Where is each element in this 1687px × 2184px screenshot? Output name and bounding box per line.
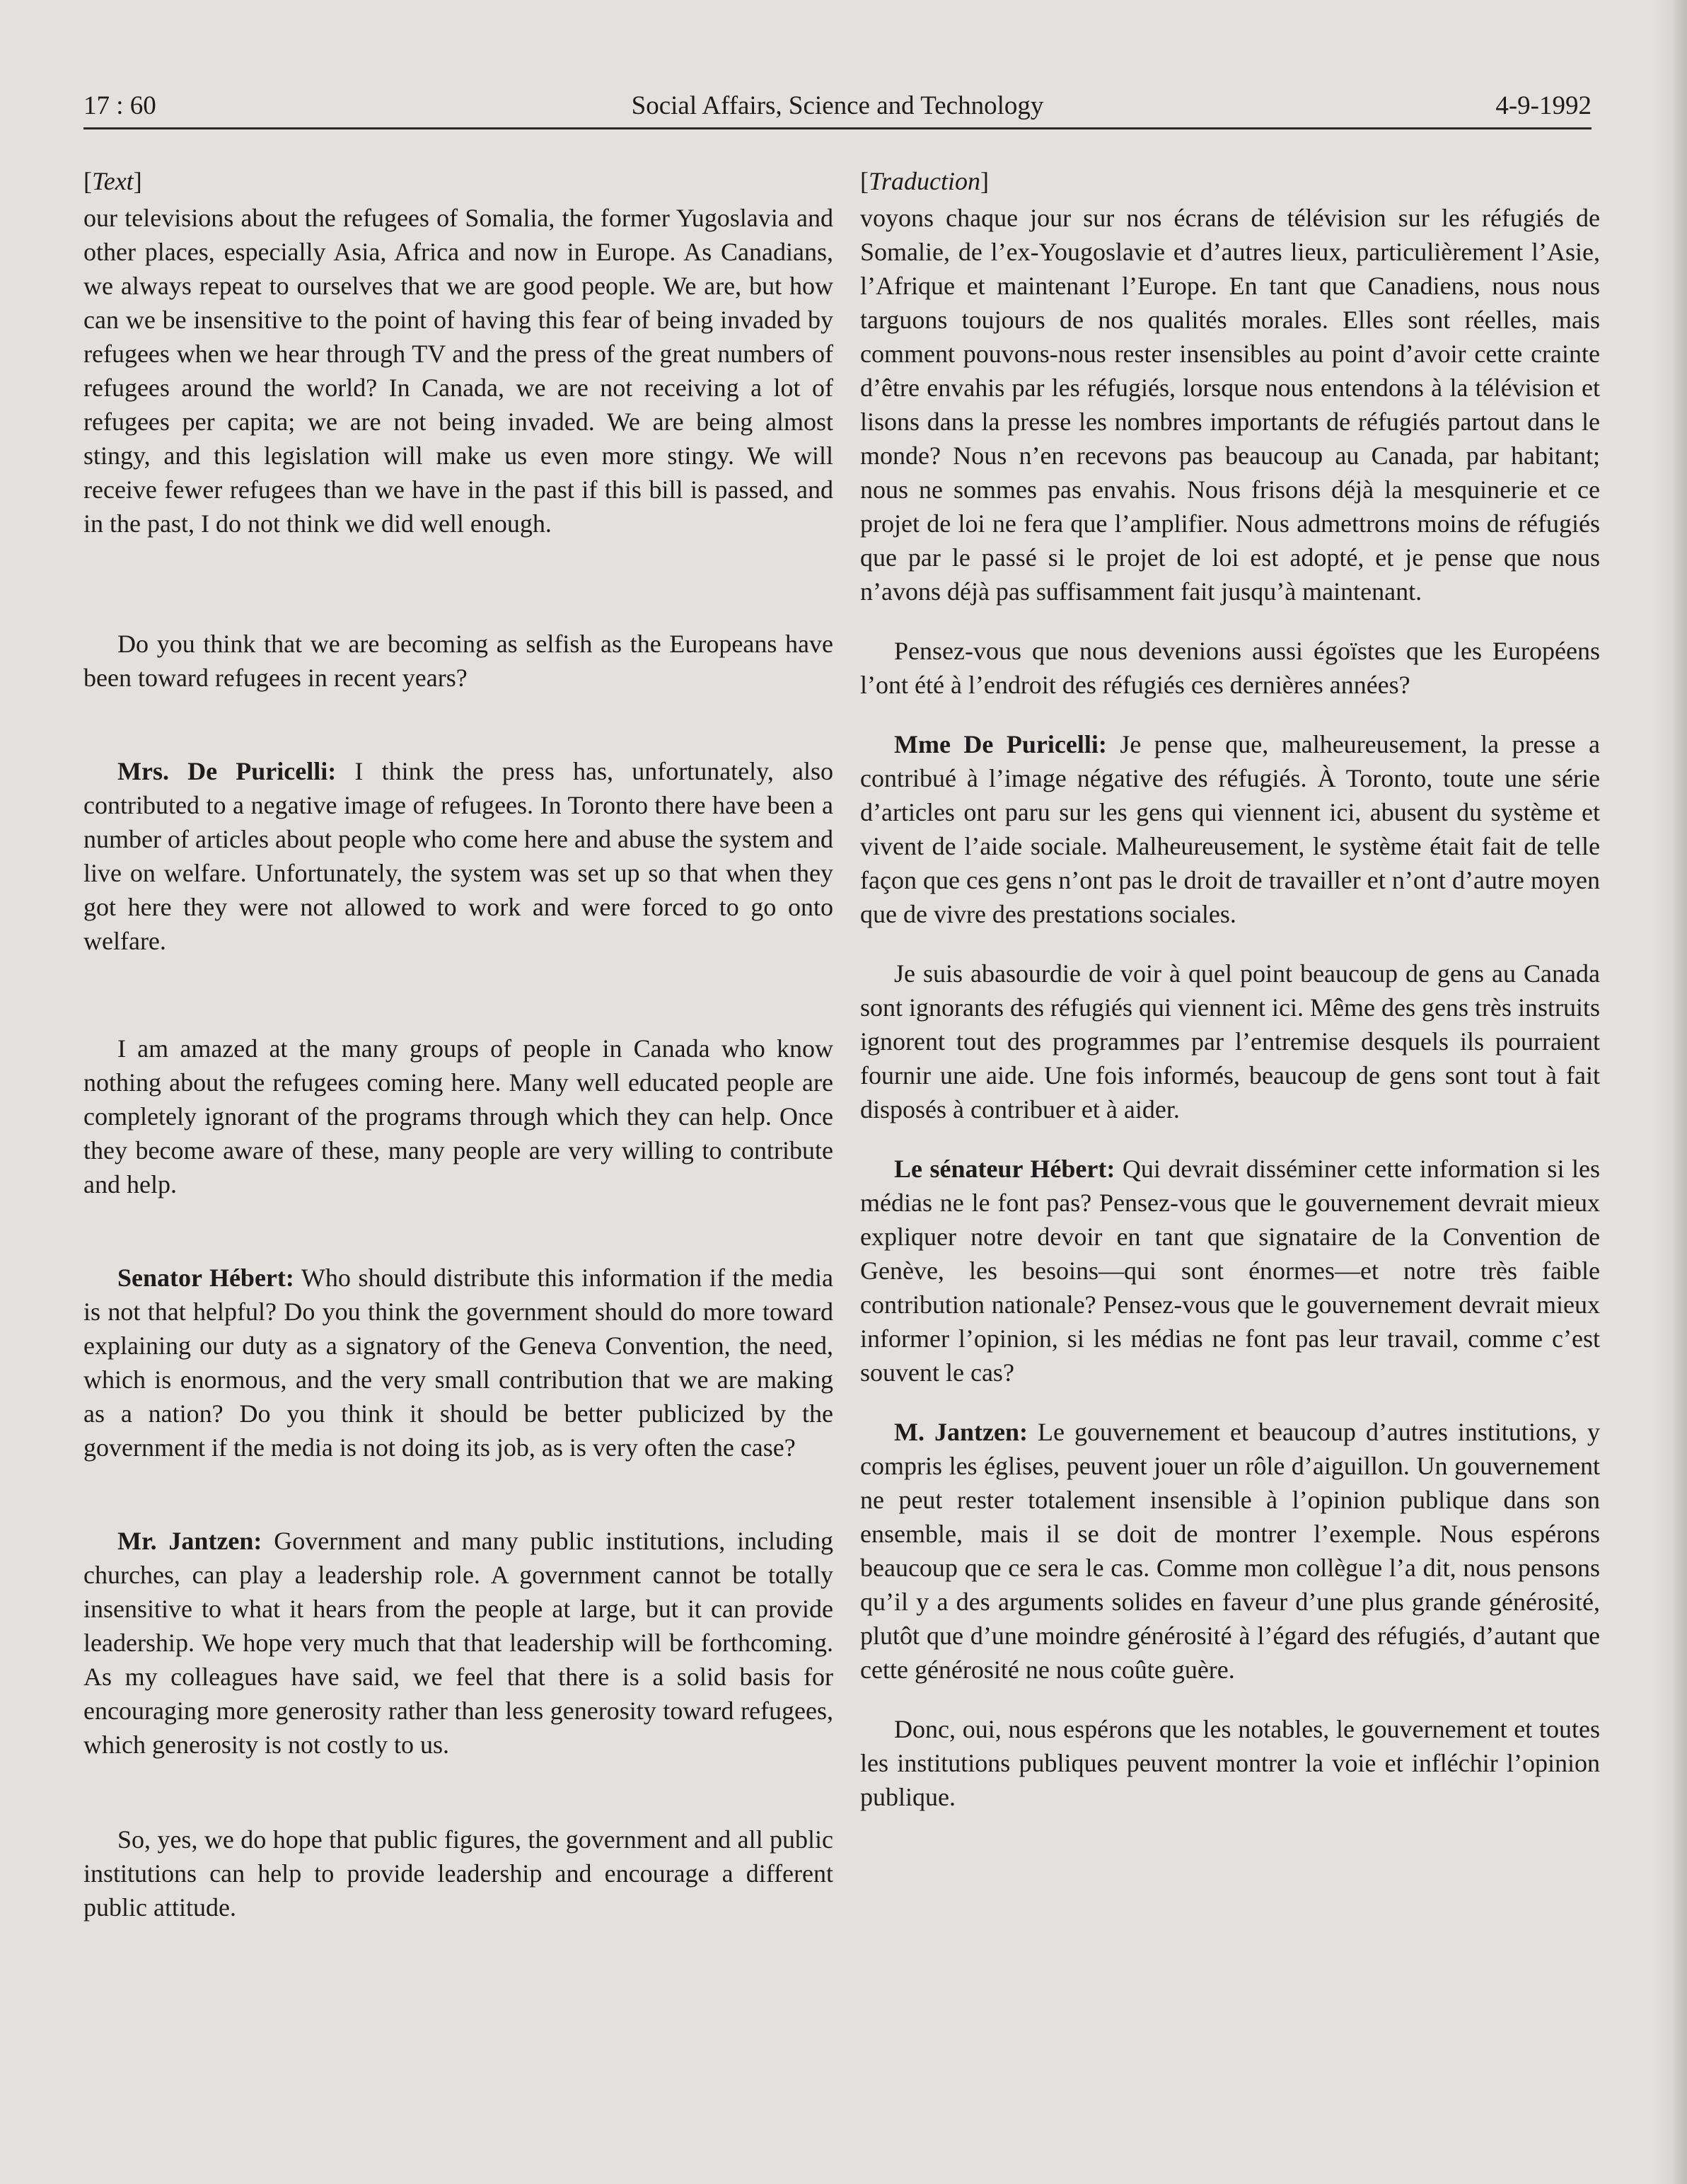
speaker-paragraph (860, 727, 1600, 931)
speaker-paragraph (83, 1261, 833, 1464)
speech-text: Je pense que, malheureusement, la presse a contribué à l’image négative des réfugiés. À Toronto, toute une série d’articles ont paru sur les gens qui viennent ici, abusent du système et vivent de l’aide sociale. Malheureusement, le système était fait de telle façon que ces gens n’ont pas le droit de travailler et n’ont d’autre moyen que de vivre des prestations sociales. (860, 730, 1600, 928)
speaker-paragraph (860, 1152, 1600, 1389)
page-number: 17 : 60 (83, 91, 156, 120)
running-header (83, 91, 1592, 129)
paragraph: our televisions about the refugees of Somalia, the former Yugoslavia and other places, especially Asia, Africa and now in Europe. As Canadians, we always repeat to ourselves that we are good people. We are, but how can we be insensitive to the point of having this fear of being invaded by refugees when we hear through TV and the press of the great numbers of refugees around the world? In Canada, we are not receiving a lot of refugees per capita; we are not being invaded. We are being almost stingy, and this legislation will make us even more stingy. We will receive fewer refugees than we have in the past if this bill is passed, and in the past, I do not think we did well enough. (83, 204, 833, 538)
question-paragraph: Do you think that we are becoming as selfish as the Europeans have been toward refugees in recent years? (83, 630, 833, 692)
french-column (860, 164, 1600, 1814)
speaker-paragraph (83, 754, 833, 958)
speech-text: Government and many public institutions, including churches, can play a leadership role. A government cannot be totally insensitive to what it hears from the people at large, but it can provide leadership. We hope very much that that leadership will be forthcoming. As my colleagues have said, we feel that there is a solid basis for encouraging more generosity rather than less generosity toward refugees, which generosity is not costly to us. (83, 1527, 834, 1759)
column-label: [Text] (83, 167, 142, 195)
paragraph: Donc, oui, nous espérons que les notables, le gouvernement et toutes les institutions publiques peuvent montrer la voie et infléchir l’opinion publique. (860, 1715, 1600, 1811)
question-paragraph: Pensez-vous que nous devenions aussi égoïstes que les Européens l’ont été à l’endroit des réfugiés ces dernières années? (860, 637, 1600, 699)
speaker-name: Mr. Jantzen: (117, 1527, 262, 1555)
speaker-name: Mme De Puricelli: (894, 730, 1107, 758)
speech-text: Qui devrait disséminer cette information si les médias ne le font pas? Pensez-vous que le gouvernement devrait mieux expliquer notre devoir en tant que signataire de la Convention de Genève, les besoins—qui sont énormes—et notre très faible contribution nationale? Pensez-vous que le gouvernement devrait mieux informer l’opinion, si les médias ne font pas leur travail, comme c’est souvent le cas? (860, 1155, 1600, 1387)
paragraph: Je suis abasourdie de voir à quel point beaucoup de gens au Canada sont ignorants des réfugiés qui viennent ici. Même des gens très instruits ignorent tout des programmes par l’entremise desquels ils pourraient fournir une aide. Une fois informés, beaucoup de gens sont tout à fait disposés à contribuer et à aider. (860, 959, 1600, 1123)
paragraph: I am amazed at the many groups of people in Canada who know nothing about the refugees coming here. Many well educated people are completely ignorant of the programs through which they can help. Once they become aware of these, many people are very willing to contribute and help. (83, 1034, 833, 1198)
speech-text: Le gouvernement et beaucoup d’autres institutions, y compris les églises, peuvent jouer un rôle d’aiguillon. Un gouvernement ne peut rester totalement insensible à l’opinion publique dans son ensemble, mais il se doit de montrer l’exemple. Nous espérons beaucoup que ce sera le cas. Comme mon collègue l’a dit, nous pensons qu’il y a des arguments solides en faveur d’une plus grande générosité, plutôt que d’une moindre générosité à l’égard des réfugiés, d’autant que cette générosité ne nous coûte guère. (860, 1418, 1600, 1684)
column-label: [Traduction] (860, 167, 990, 195)
publication-title: Social Affairs, Science and Technology (631, 91, 1044, 120)
paragraph: So, yes, we do hope that public figures, the government and all public institutions can help to provide leadership and encourage a different public attitude. (83, 1825, 833, 1922)
speaker-name: M. Jantzen: (894, 1418, 1028, 1446)
page-edge (1674, 0, 1687, 2184)
paragraph: voyons chaque jour sur nos écrans de télévision sur les réfugiés de Somalie, de l’ex-Yougoslavie et d’autres lieux, particulièrement l’Asie, l’Afrique et maintenant l’Europe. En tant que Canadiens, nous nous targuons toujours de nos qualités morales. Elles sont réelles, mais comment pouvons-nous rester insensibles au point d’avoir cette crainte d’être envahis par les réfugiés, lorsque nous entendons à la télévision et lisons dans la presse les nombres importants de réfugiés partout dans le monde? Nous n’en recevons pas beaucoup au Canada, par habitant; nous ne sommes pas envahis. Nous frisons déjà la mesquinerie et ce projet de loi ne fera que l’amplifier. Nous admettrons moins de réfugiés que par le passé si le projet de loi est adopté, et je pense que nous n’avons déjà pas suffisamment fait jusqu’à maintenant. (860, 204, 1600, 606)
speech-text: Who should distribute this information if the media is not that helpful? Do you think the government should do more toward explaining our duty as a signatory of the Geneva Convention, the need, which is enormous, and the very small contribution that we are making as a nation? Do you think it should be better publicized by the government if the media is not doing its job, as is very often the case? (83, 1264, 833, 1462)
english-column (83, 164, 833, 1924)
speech-text: I think the press has, unfortunately, also contributed to a negative image of refugees. In Toronto there have been a number of articles about people who come here and abuse the system and live on welfare. Unfortunately, the system was set up so that when they got here they were not allowed to work and were forced to go onto welfare. (83, 757, 833, 955)
column-label-text: Text (92, 167, 134, 195)
column-label-text: Traduction (869, 167, 981, 195)
speaker-name: Senator Hébert: (117, 1264, 294, 1292)
speaker-name: Le sénateur Hébert: (894, 1155, 1115, 1183)
speaker-paragraph (860, 1415, 1600, 1687)
sitting-date: 4-9-1992 (1495, 91, 1592, 120)
page-shadow (1653, 0, 1674, 2184)
speaker-paragraph (83, 1524, 833, 1762)
speaker-name: Mrs. De Puricelli: (117, 757, 337, 785)
